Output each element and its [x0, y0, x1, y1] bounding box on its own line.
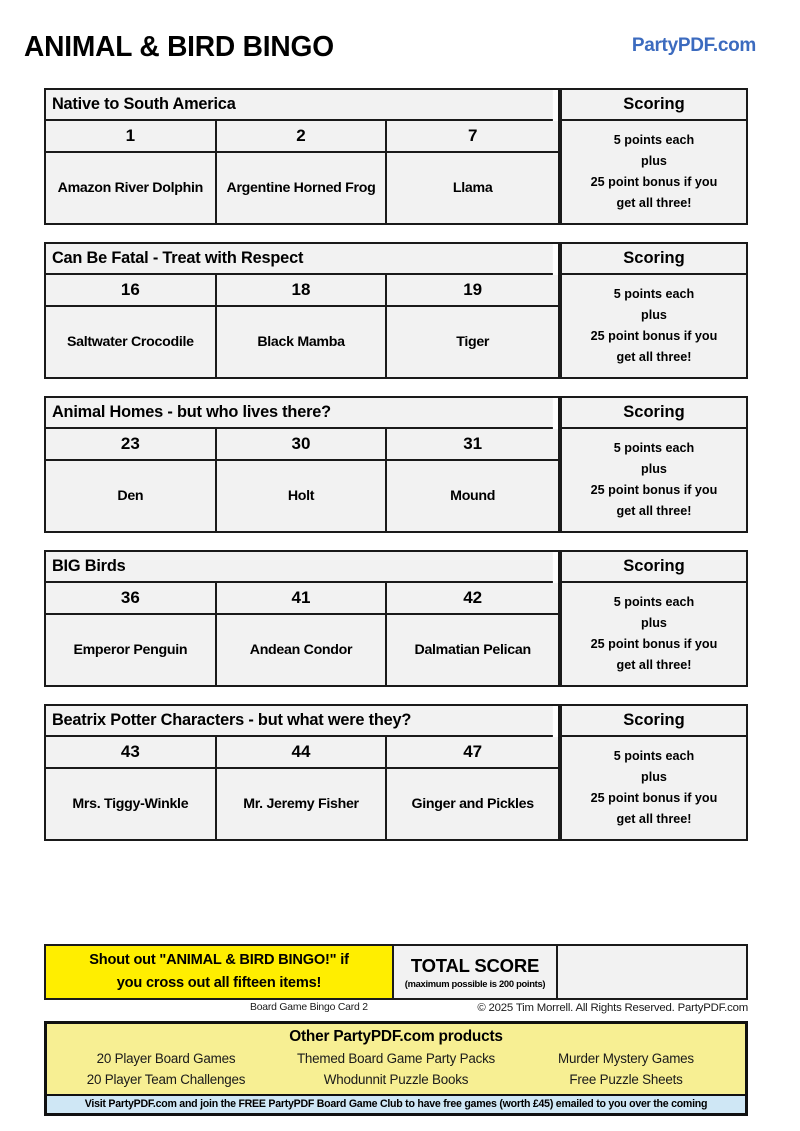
total-score-max-note: (maximum possible is 200 points)	[404, 978, 546, 989]
item-number: 42	[387, 583, 558, 613]
scoring-line: plus	[641, 153, 667, 168]
bingo-item[interactable]: Holt	[217, 461, 388, 531]
scoring-panel	[560, 242, 748, 379]
bingo-item[interactable]: Black Mamba	[217, 307, 388, 377]
category-block	[44, 396, 748, 533]
category-title: BIG Birds	[46, 552, 553, 583]
category-block	[44, 242, 748, 379]
promo-product-grid	[47, 1048, 745, 1094]
bingo-item[interactable]: Mr. Jeremy Fisher	[217, 769, 388, 839]
item-number: 30	[217, 429, 388, 459]
bingo-item[interactable]: Argentine Horned Frog	[217, 153, 388, 223]
scoring-line: 25 point bonus if you	[590, 790, 718, 805]
total-score-input[interactable]	[558, 944, 748, 1000]
scoring-line: 25 point bonus if you	[590, 328, 718, 343]
item-number: 44	[217, 737, 388, 767]
copyright-label: © 2025 Tim Morrell. All Rights Reserved. PartyPDF.com	[477, 1002, 748, 1014]
scoring-line: 25 point bonus if you	[590, 174, 718, 189]
bingo-item[interactable]: Saltwater Crocodile	[46, 307, 217, 377]
card-id-label: Board Game Bingo Card 2	[250, 1002, 368, 1013]
promo-product[interactable]: Free Puzzle Sheets	[569, 1072, 683, 1087]
scoring-header: Scoring	[562, 398, 746, 429]
scoring-panel	[560, 88, 748, 225]
scoring-line: 25 point bonus if you	[590, 482, 718, 497]
brand-logo: PartyPDF.com	[631, 35, 756, 56]
number-row	[46, 275, 558, 307]
bingo-item[interactable]: Llama	[387, 153, 558, 223]
total-score-label-box	[394, 944, 558, 1000]
category-left	[44, 550, 560, 687]
shout-line-1: Shout out "ANIMAL & BIRD BINGO!" if	[89, 952, 349, 968]
item-number: 7	[387, 121, 558, 151]
promo-product[interactable]: 20 Player Team Challenges	[86, 1072, 246, 1087]
scoring-line: plus	[641, 307, 667, 322]
scoring-line: get all three!	[616, 657, 692, 672]
scoring-line: 25 point bonus if you	[590, 636, 718, 651]
scoring-line: 5 points each	[613, 286, 695, 301]
bingo-item[interactable]: Emperor Penguin	[46, 615, 217, 685]
scoring-line: get all three!	[616, 811, 692, 826]
bingo-item[interactable]: Dalmatian Pelican	[387, 615, 558, 685]
scoring-panel	[560, 396, 748, 533]
category-title: Beatrix Potter Characters - but what were they?	[46, 706, 553, 737]
page-header	[24, 30, 776, 78]
scoring-line: get all three!	[616, 349, 692, 364]
bingo-item[interactable]: Amazon River Dolphin	[46, 153, 217, 223]
scoring-line: 5 points each	[613, 132, 695, 147]
promo-product[interactable]: 20 Player Board Games	[96, 1051, 236, 1066]
category-blocks	[44, 88, 748, 858]
item-row	[46, 153, 558, 223]
item-number: 41	[217, 583, 388, 613]
category-title: Can Be Fatal - Treat with Respect	[46, 244, 553, 275]
item-number: 2	[217, 121, 388, 151]
bingo-item[interactable]: Mound	[387, 461, 558, 531]
scoring-line: plus	[641, 769, 667, 784]
category-left	[44, 396, 560, 533]
item-number: 47	[387, 737, 558, 767]
scoring-line: 5 points each	[613, 440, 695, 455]
category-block	[44, 550, 748, 687]
category-left	[44, 242, 560, 379]
category-block	[44, 88, 748, 225]
bingo-item[interactable]: Andean Condor	[217, 615, 388, 685]
scoring-line: 5 points each	[613, 748, 695, 763]
item-number: 31	[387, 429, 558, 459]
scoring-header: Scoring	[562, 552, 746, 583]
page-title: ANIMAL & BIRD BINGO	[24, 31, 334, 63]
scoring-body	[562, 121, 746, 223]
category-left	[44, 704, 560, 841]
item-row	[46, 615, 558, 685]
item-number: 16	[46, 275, 217, 305]
item-number: 43	[46, 737, 217, 767]
total-score-label: TOTAL SCORE	[410, 955, 540, 976]
number-row	[46, 429, 558, 461]
category-title: Animal Homes - but who lives there?	[46, 398, 553, 429]
number-row	[46, 121, 558, 153]
scoring-panel	[560, 550, 748, 687]
scoring-line: 5 points each	[613, 594, 695, 609]
promo-product[interactable]: Whodunnit Puzzle Books	[323, 1072, 469, 1087]
bingo-item[interactable]: Mrs. Tiggy-Winkle	[46, 769, 217, 839]
item-number: 19	[387, 275, 558, 305]
item-row	[46, 307, 558, 377]
scoring-body	[562, 737, 746, 839]
shout-out-box	[44, 944, 394, 1000]
item-number: 18	[217, 275, 388, 305]
bingo-item[interactable]: Tiger	[387, 307, 558, 377]
shout-and-total-row	[44, 944, 748, 1000]
bingo-item[interactable]: Ginger and Pickles	[387, 769, 558, 839]
item-row	[46, 769, 558, 839]
promo-product[interactable]: Themed Board Game Party Packs	[296, 1051, 496, 1066]
number-row	[46, 737, 558, 769]
category-block	[44, 704, 748, 841]
bingo-item[interactable]: Den	[46, 461, 217, 531]
item-number: 36	[46, 583, 217, 613]
scoring-header: Scoring	[562, 244, 746, 275]
number-row	[46, 583, 558, 615]
item-row	[46, 461, 558, 531]
promo-club-strip[interactable]: Visit PartyPDF.com and join the FREE PartyPDF Board Game Club to have free games (worth £45) emailed to you over the coming	[47, 1094, 745, 1113]
promo-box	[44, 1021, 748, 1116]
credits-row	[44, 1002, 748, 1018]
scoring-line: get all three!	[616, 195, 692, 210]
scoring-body	[562, 275, 746, 377]
item-number: 23	[46, 429, 217, 459]
scoring-body	[562, 429, 746, 531]
scoring-header: Scoring	[562, 706, 746, 737]
scoring-line: plus	[641, 615, 667, 630]
category-left	[44, 88, 560, 225]
scoring-line: get all three!	[616, 503, 692, 518]
scoring-header: Scoring	[562, 90, 746, 121]
promo-product[interactable]: Murder Mystery Games	[558, 1051, 694, 1066]
promo-title: Other PartyPDF.com products	[289, 1028, 503, 1045]
scoring-panel	[560, 704, 748, 841]
item-number: 1	[46, 121, 217, 151]
shout-line-2: you cross out all fifteen items!	[116, 975, 322, 991]
category-title: Native to South America	[46, 90, 553, 121]
scoring-body	[562, 583, 746, 685]
scoring-line: plus	[641, 461, 667, 476]
